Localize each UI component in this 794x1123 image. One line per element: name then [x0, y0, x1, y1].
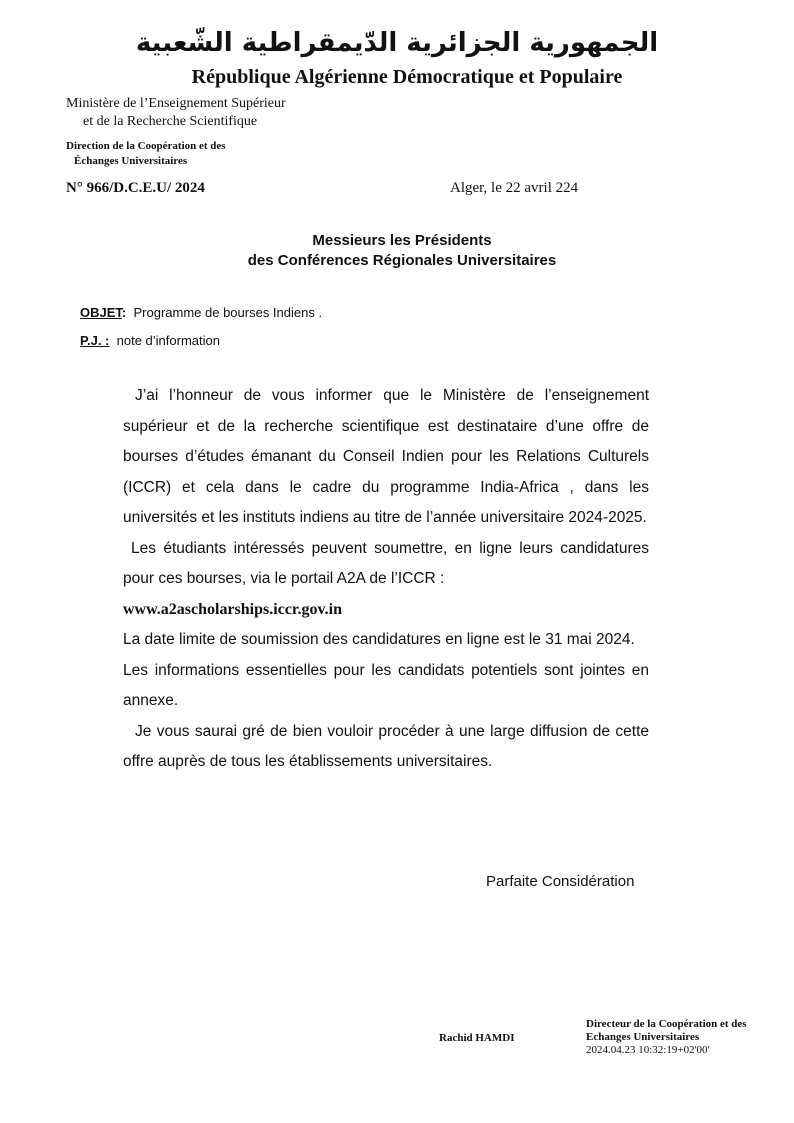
portal-link[interactable]: www.a2ascholarships.iccr.gov.in [123, 600, 342, 618]
letter-body [123, 381, 649, 778]
signature-timestamp: 2024.04.23 10:32:19+02'00' [586, 1044, 710, 1056]
attachment-line [80, 333, 220, 348]
objet-label: OBJET [80, 305, 122, 320]
letter-date: Alger, le 22 avril 224 [450, 180, 579, 196]
closing-formula: Parfaite Considération [486, 873, 635, 890]
ministry-line-2: et de la Recherche Scientifique [83, 114, 258, 129]
paragraph-3: La date limite de soumission des candidatures en ligne est le 31 mai 2024. [123, 631, 635, 648]
recipient-block [0, 231, 794, 271]
direction-line-1: Direction de la Coopération et des [66, 140, 226, 152]
recipient-line-1: Messieurs les Présidents [312, 232, 492, 249]
digital-signature-block [586, 1018, 747, 1057]
paragraph-5: Je vous saurai gré de bien vouloir procéder à une large diffusion de cette offre auprès de tous les établissements universitaires. [123, 722, 649, 770]
ministry-line-1: Ministère de l’Enseignement Supérieur [66, 96, 286, 111]
pj-value: note d’information [116, 333, 220, 348]
republic-title: République Algérienne Démocratique et Populaire [191, 66, 623, 88]
pj-label: P.J. : [80, 333, 110, 348]
arabic-header: الجمهورية الجزائرية الدّيمقراطية الشّعبية [135, 28, 659, 58]
subject-line: OBJET: Programme de bourses Indiens . [80, 305, 323, 320]
paragraph-4: Les informations essentielles pour les candidats potentiels sont jointes en annexe. [123, 661, 649, 709]
paragraph-1: J’ai l’honneur de vous informer que le Ministère de l’enseignement supérieur et de la recherche scientifique est destinataire d’une offre de bourses d’études émanant du Conseil Indien pour les Relations Culturels (ICCR) et cela dans le cadre du programme India-Africa , dans les universités et les instituts indiens au titre de l’année universitaire 2024-2025. [123, 387, 649, 526]
reference-number: N° 966/D.C.E.U/ 2024 [66, 180, 205, 196]
signer-name: Rachid HAMDI [439, 1032, 515, 1044]
paragraph-2: Les étudiants intéressés peuvent soumettre, en ligne leurs candidatures pour ces bourses, via le portail A2A de l’ICCR : [123, 539, 649, 587]
signature-title-2: Echanges Universitaires [586, 1031, 700, 1043]
recipient-line-2: des Conférences Régionales Universitaires [247, 252, 557, 269]
objet-value: Programme de bourses Indiens . [133, 305, 323, 320]
signature-title-1: Directeur de la Coopération et des [586, 1018, 747, 1030]
direction-line-2: Échanges Universitaires [74, 155, 188, 167]
